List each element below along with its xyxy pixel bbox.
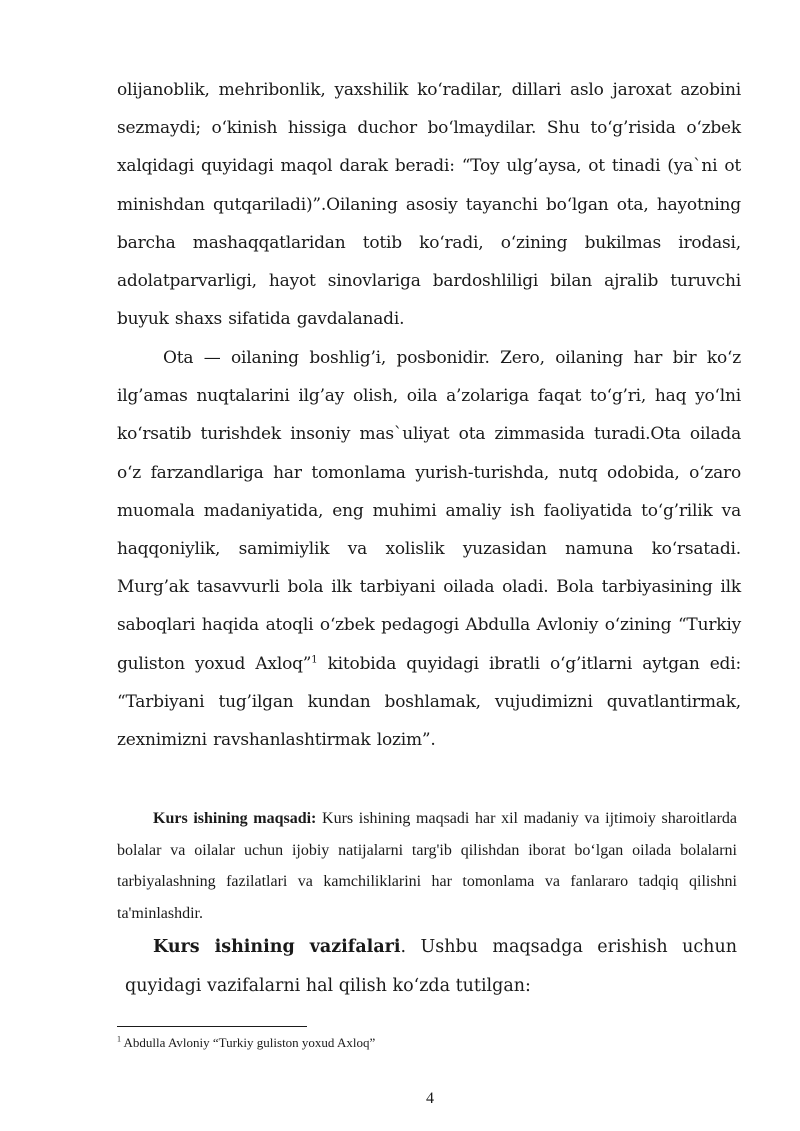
footnote-number: 1 xyxy=(117,1034,121,1044)
footnote-text: Abdulla Avloniy “Turkiy guliston yoxud Axloq” xyxy=(121,1035,376,1050)
paragraph-2-text-end: kitobida quyidagi ibratli o‘g’itlarni aytgan edi: “Tarbiyani tug’ilgan kundan boshlamak, vujudimizni quvatlantirmak, zexnimizni ravshanlashtirmak lozim”. xyxy=(117,653,742,751)
footnote xyxy=(117,1035,375,1051)
course-tasks-paragraph xyxy=(125,928,737,1006)
body-paragraph-2 xyxy=(117,339,741,759)
course-goal-text: Kurs ishining maqsadi har xil madaniy va ijtimoiy sharoitlarda bolalar va oilalar uchun ijobiy natijalarni targ'ib qilishdan iborat bo‘lgan oilada bolalarni tarbiyalashning fazilatlari va kamchiliklarini har tomonlama va fanlararo tadqiq qilishni ta'minlashdir. xyxy=(117,810,737,922)
footnote-divider xyxy=(117,1026,307,1027)
course-goal-label: Kurs ishining maqsadi: xyxy=(153,810,317,827)
paragraph-2-text-start: Ota — oilaning boshlig’i, posbonidir. Zero, oilaning har bir ko‘z ilg’amas nuqtalarini ilg’ay olish, oila a’zolariga faqat to‘g’ri, haq yo‘lni ko‘rsatib turishdek insoniy mas`uliyat ota zimmasida turadi.Ota oilada o‘z farzandlariga har tomonlama yurish-turishda, nutq odobida, o‘zaro muomala madaniyatida, eng muhimi amaliy ish faoliyatida to‘g’rilik va haqqoniylik, samimiylik va xolislik yuzasidan namuna ko‘rsatadi. Murg’ak tasavvurli bola ilk tarbiyani oilada oladi. Bola tarbiyasining ilk saboqlari haqida atoqli o‘zbek pedagogi Abdulla Avloniy o‘zining “Turkiy guliston yoxud Axloq” xyxy=(117,348,741,674)
course-goal-paragraph xyxy=(117,803,737,929)
course-tasks-label: Kurs ishining vazifalari xyxy=(153,937,401,957)
course-tasks-text: . Ushbu maqsadga erishish uchun quyidagi vazifalarni hal qilish ko‘zda tutilgan: xyxy=(125,937,737,996)
page-number: 4 xyxy=(426,1090,434,1107)
footnote-reference[interactable]: 1 xyxy=(311,653,318,665)
body-paragraph-1: olijanoblik, mehribonlik, yaxshilik ko‘radilar, dillari aslo jaroxat azobini sezmaydi; o‘kinish hissiga duchor bo‘lmaydilar. Shu to‘g’risida o‘zbek xalqidagi quyidagi maqol darak beradi: “Toy ulg’aysa, ot tinadi (ya`ni ot minishdan qutqariladi)”.Oilaning asosiy tayanchi bo‘lgan ota, hayotning barcha mashaqqatlaridan totib ko‘radi, o‘zining bukilmas irodasi, adolatparvarligi, hayot sinovlariga bardoshliligi bilan ajralib turuvchi buyuk shaxs sifatida gavdalanadi. xyxy=(117,80,741,330)
